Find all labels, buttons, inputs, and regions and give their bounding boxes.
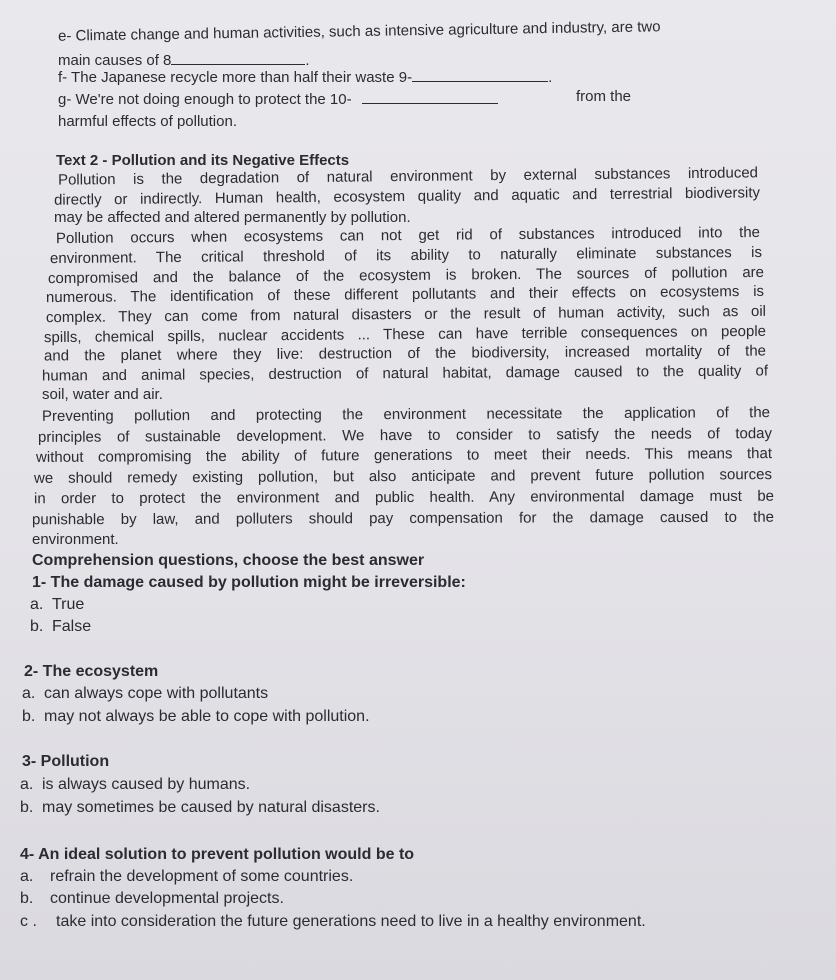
q2-option-a-letter: a. xyxy=(22,685,36,702)
q3-option-b-label: may sometimes be caused by natural disasters. xyxy=(42,799,380,816)
blank-10[interactable] xyxy=(362,91,498,104)
sentence-e-end: . xyxy=(305,52,310,69)
question-4: 4- An ideal solution to prevent pollution would be to xyxy=(20,846,415,863)
q4-option-c-label: take into consideration the future generations need to live in a healthy environment. xyxy=(56,913,646,930)
q3-option-a-label: is always caused by humans. xyxy=(42,776,251,793)
passage-line: directly or indirectly. Human health, ecosystem quality and aquatic and terrestrial biodiversity xyxy=(53,184,761,209)
sentence-g-text: g- We're not doing enough to protect the 10- xyxy=(58,91,352,108)
comprehension-heading: Comprehension questions, choose the best answer xyxy=(32,552,425,569)
passage-line: and the planet where they live: destruction of the biodiversity, increased mortality of the xyxy=(43,342,767,365)
passage-line: human and animal species, destruction of natural habitat, damage caused to the quality of xyxy=(41,362,769,385)
q4-option-c-letter: c . xyxy=(20,913,37,930)
q2-option-a-label: can always cope with pollutants xyxy=(44,685,269,702)
passage-line: may be affected and altered permanently by pollution. xyxy=(54,209,411,226)
q4-option-a[interactable] xyxy=(20,867,353,886)
q1-option-b[interactable] xyxy=(30,617,91,636)
q2-option-b[interactable] xyxy=(22,707,370,726)
passage-line: numerous. The identification of these different pollutants and their effects on ecosystems is xyxy=(45,282,765,307)
passage-line: Preventing pollution and protecting the environment necessitate the application of the xyxy=(41,404,771,425)
q3-option-a[interactable] xyxy=(20,775,250,794)
passage-line: Pollution is the degradation of natural environment by external substances introduced xyxy=(57,164,759,189)
q3-option-b[interactable] xyxy=(20,798,380,817)
q4-option-a-label: refrain the development of some countries. xyxy=(50,868,354,885)
sentence-f-text: f- The Japanese recycle more than half their waste 9- xyxy=(58,69,413,86)
passage-line: complex. They can come from natural disasters or the result of human activity, such as oil xyxy=(45,302,767,327)
q2-option-a[interactable] xyxy=(22,684,268,703)
q2-option-b-label: may not always be able to cope with pollution. xyxy=(44,708,370,725)
q4-option-b[interactable] xyxy=(20,889,284,908)
sentence-g-text2: harmful effects of pollution. xyxy=(58,113,237,130)
q1-option-b-letter: b. xyxy=(30,618,44,635)
sentence-g-line2 xyxy=(58,112,237,131)
passage-line: environment. xyxy=(32,531,119,548)
sentence-f-end: . xyxy=(548,69,553,86)
sentence-g-after: from the xyxy=(576,88,632,105)
sentence-e xyxy=(58,17,661,45)
q2-option-b-letter: b. xyxy=(22,708,36,725)
question-1: 1- The damage caused by pollution might be irreversible: xyxy=(32,574,466,591)
passage-line: Pollution occurs when ecosystems can not get rid of substances introduced into the xyxy=(55,223,761,248)
q1-option-a-letter: a. xyxy=(30,596,44,613)
q4-option-b-letter: b. xyxy=(20,890,34,907)
question-3: 3- Pollution xyxy=(22,753,110,770)
q4-option-a-letter: a. xyxy=(20,868,34,885)
sentence-e-text2: main causes of 8 xyxy=(58,52,172,69)
q1-option-a-label: True xyxy=(52,596,85,613)
passage-line: spills, chemical spills, nuclear accidents ... These can have terrible consequences on people xyxy=(43,322,767,347)
q3-option-a-letter: a. xyxy=(20,776,34,793)
sentence-f xyxy=(58,68,552,87)
sentence-e-text: e- Climate change and human activities, such as intensive agriculture and industry, are two xyxy=(57,18,661,45)
passage-line: environment. The critical threshold of its ability to naturally eliminate substances is xyxy=(49,243,763,268)
blank-9[interactable] xyxy=(412,69,548,82)
passage-line: we should remedy existing pollution, but also anticipate and prevent future pollution sources xyxy=(33,466,773,487)
passage-line: principles of sustainable development. We have to consider to satisfy the needs of today xyxy=(37,425,773,446)
blank-8[interactable] xyxy=(171,52,305,65)
q1-option-b-label: False xyxy=(52,618,92,635)
question-2: 2- The ecosystem xyxy=(24,663,159,680)
passage-line: in order to protect the environment and public health. Any environmental damage must be xyxy=(33,487,775,508)
q1-option-a[interactable] xyxy=(30,595,84,614)
passage-line: without compromising the ability of future generations to meet their needs. This means that xyxy=(35,445,773,466)
text2-title: Text 2 - Pollution and its Negative Effects xyxy=(56,152,350,169)
q4-option-c[interactable] xyxy=(20,912,646,931)
q4-option-b-label: continue developmental projects. xyxy=(50,890,284,907)
q3-option-b-letter: b. xyxy=(20,799,34,816)
passage-line: compromised and the balance of the ecosystem is broken. The sources of pollution are xyxy=(47,263,765,288)
passage-line: punishable by law, and polluters should pay compensation for the damage caused to the xyxy=(31,508,775,529)
passage-line: soil, water and air. xyxy=(42,386,163,403)
sentence-g xyxy=(58,90,642,109)
